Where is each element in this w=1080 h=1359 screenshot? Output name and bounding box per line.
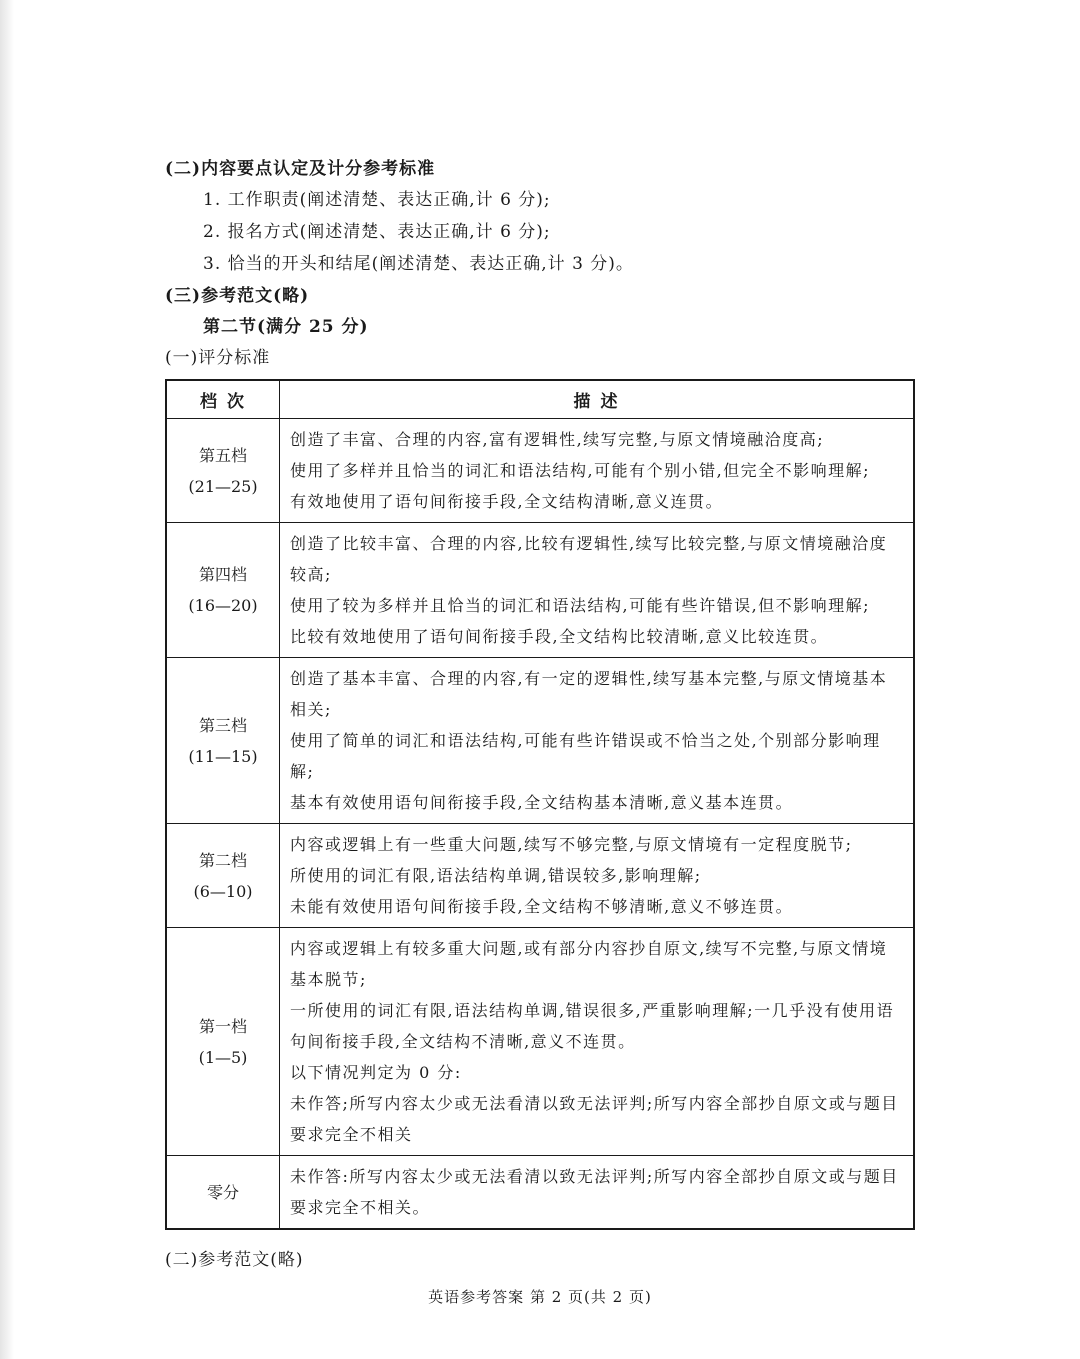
section-2-title: (二)内容要点认定及计分参考标准 [165,159,436,179]
level-range: (1—5) [198,1047,248,1067]
criteria-item-3: 3. 恰当的开头和结尾(阐述清楚、表达正确,计 3 分)。 [203,254,634,274]
description-cell [280,928,915,1156]
description-line: 有效地使用了语句间衔接手段,全文结构清晰,意义连贯。 [290,492,724,511]
level-cell [166,658,280,824]
level-cell [166,824,280,928]
level-name: 第一档 [198,1016,247,1036]
description-line: 使用了多样并且恰当的词汇和语法结构,可能有个别小错,但完全不影响理解; [290,461,871,480]
level-cell [166,1156,280,1230]
table-row-level-2 [166,824,914,928]
level-cell [166,928,280,1156]
description-cell [280,1156,915,1230]
table-row-level-3 [166,658,914,824]
description-line: 使用了较为多样并且恰当的词汇和语法结构,可能有些许错误,但不影响理解; [290,596,871,615]
table-row-level-5 [166,419,914,523]
level-cell [166,523,280,658]
criteria-item-1: 1. 工作职责(阐述清楚、表达正确,计 6 分); [203,190,551,210]
level-name: 第二档 [198,850,247,870]
reference-essay-title: (二)参考范文(略) [165,1250,304,1270]
table-row-level-4 [166,523,914,658]
description-line: 创造了丰富、合理的内容,富有逻辑性,续写完整,与原文情境融洽度高; [290,430,825,449]
description-line: 未作答:所写内容太少或无法看清以致无法评判;所写内容全部抄自原文或与题目要求完全不相关。 [290,1167,899,1217]
header-level: 档 次 [166,380,280,419]
description-cell [280,523,915,658]
level-range: (21—25) [188,476,258,496]
description-line: 未作答;所写内容太少或无法看清以致无法评判;所写内容全部抄自原文或与题目要求完全不相关 [290,1094,899,1144]
level-range: (16—20) [188,596,258,615]
level-cell [166,419,280,523]
part-2-title: 第二节(满分 25 分) [203,317,369,337]
scoring-table [165,379,915,1230]
page-footer: 英语参考答案 第 2 页(共 2 页) [428,1288,652,1306]
description-line: 使用了简单的词汇和语法结构,可能有些许错误或不恰当之处,个别部分影响理解; [290,731,881,781]
description-cell [280,419,915,523]
level-name: 第四档 [198,565,247,584]
description-line: 基本有效使用语句间衔接手段,全文结构基本清晰,意义基本连贯。 [290,793,794,812]
description-line: 未能有效使用语句间衔接手段,全文结构不够清晰,意义不够连贯。 [290,897,794,916]
level-name: 第三档 [198,715,247,735]
level-name: 零分 [206,1182,239,1202]
level-range: (11—15) [188,746,258,766]
table-row-level-0 [166,1156,914,1230]
scoring-standard-title: (一)评分标准 [165,348,271,368]
criteria-item-2: 2. 报名方式(阐述清楚、表达正确,计 6 分); [203,222,551,242]
description-line: 内容或逻辑上有一些重大问题,续写不够完整,与原文情境有一定程度脱节; [290,835,853,854]
description-line: 创造了比较丰富、合理的内容,比较有逻辑性,续写比较完整,与原文情境融洽度较高; [290,534,888,584]
level-range: (6—10) [193,881,253,901]
section-3-title: (三)参考范文(略) [165,286,310,306]
description-line: 比较有效地使用了语句间衔接手段,全文结构比较清晰,意义比较连贯。 [290,627,829,646]
table-header-row [166,380,914,419]
table-row-level-1 [166,928,914,1156]
description-cell [280,824,915,928]
header-description: 描 述 [280,380,915,419]
description-line: 所使用的词汇有限,语法结构单调,错误较多,影响理解; [290,866,702,885]
level-name: 第五档 [198,445,247,465]
description-line: 创造了基本丰富、合理的内容,有一定的逻辑性,续写基本完整,与原文情境基本相关; [290,669,888,719]
description-line: 以下情况判定为 0 分: [290,1063,462,1082]
description-line: 内容或逻辑上有较多重大问题,或有部分内容抄自原文,续写不完整,与原文情境基本脱节; [290,939,888,989]
description-cell [280,658,915,824]
page-edge-shadow [0,0,14,1359]
description-line: 一所使用的词汇有限,语法结构单调,错误很多,严重影响理解;一几乎没有使用语句间衔接手段,全文结构不清晰,意义不连贯。 [290,1001,895,1051]
